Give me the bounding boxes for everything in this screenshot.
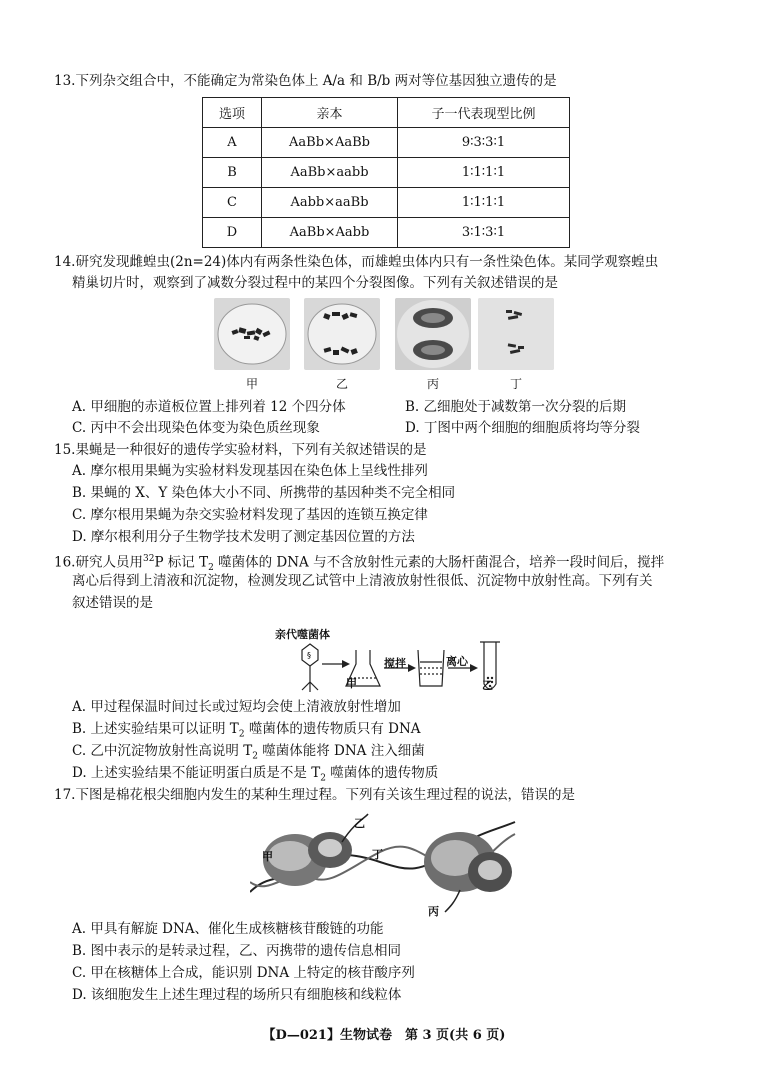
- q16-stem-line2: 离心后得到上清液和沉淀物，检测发现乙试管中上清液放射性很低、沉淀物中放射性高。下列有关: [72, 573, 653, 589]
- q14-option-c: C. 丙中不会出现染色体变为染色质丝现象: [72, 420, 320, 436]
- q17-option-a: A. 甲具有解旋 DNA、催化生成核糖核苷酸链的功能: [72, 921, 384, 937]
- q16-option-c: [72, 742, 425, 766]
- q15-option-d: D. 摩尔根利用分子生物学技术发明了测定基因位置的方法: [72, 529, 415, 545]
- q16-option-subscript: 2: [252, 751, 258, 762]
- table-cell: 9∶3∶3∶1: [398, 128, 570, 158]
- table-cell: C: [203, 188, 262, 218]
- q14-option-a: A. 甲细胞的赤道板位置上排列着 12 个四分体: [72, 399, 346, 415]
- table-cell: AaBb×AaBb: [262, 128, 398, 158]
- q13-table: [202, 97, 570, 248]
- q14-stem-line1: 14.研究发现雌蝗虫(2n=24)体内有两条性染色体，而雄蝗虫体内只有一条性染色体。某同学观察蝗虫: [54, 254, 659, 270]
- table-header-row: [203, 98, 570, 128]
- q16-subscript: 2: [208, 563, 214, 574]
- page-footer: 【D—021】生物试卷 第 3 页(共 6 页): [262, 1028, 506, 1043]
- table-cell: 1∶1∶1∶1: [398, 158, 570, 188]
- q16-option-b: [72, 720, 421, 744]
- table-row: [203, 218, 570, 248]
- q14-option-b: B. 乙细胞处于减数第一次分裂的后期: [405, 399, 627, 415]
- q15-option-a: A. 摩尔根用果蝇为实验材料发现基因在染色体上呈线性排列: [72, 463, 428, 479]
- q16-option-d: [72, 764, 438, 788]
- q16-option-text: C. 乙中沉淀物放射性高说明 T: [72, 743, 253, 759]
- q15-option-b: B. 果蝇的 X、Y 染色体大小不同、所携带的基因种类不完全相同: [72, 485, 456, 501]
- flask-label: 甲: [346, 677, 357, 690]
- q16-superscript: 32: [142, 554, 155, 564]
- table-header-cell: 选项: [203, 98, 262, 128]
- table-cell: 1∶1∶1∶1: [398, 188, 570, 218]
- q16-option-text: B. 上述实验结果可以证明 T: [72, 721, 239, 737]
- cell-image-jia: [214, 298, 290, 370]
- cell-image-label: 丙: [426, 377, 439, 391]
- q16-option-text: D. 上述实验结果不能证明蛋白质是不是 T: [72, 765, 321, 781]
- cell-image-ding: [478, 298, 554, 370]
- q13-stem: 13.下列杂交组合中，不能确定为常染色体上 A/a 和 B/b 两对等位基因独立遗传的是: [54, 73, 557, 89]
- q16-option-text: 噬菌体的遗传物质: [325, 765, 439, 781]
- svg-text:§: §: [307, 651, 311, 660]
- cell-image-label: 乙: [335, 377, 348, 391]
- q16-option-text: A. 甲过程保温时间过长或过短均会使上清液放射性增加: [72, 699, 401, 715]
- q17-option-c: C. 甲在核糖体上合成，能识别 DNA 上特定的核苷酸序列: [72, 965, 415, 981]
- q16-stem-part: P 标记 T: [154, 554, 209, 571]
- q16-stem-part: 16.研究人员用: [54, 554, 143, 571]
- cell-image-label: 丁: [509, 377, 522, 391]
- stir-label: 搅拌: [384, 657, 406, 670]
- table-header-cell: 亲本: [262, 98, 398, 128]
- q16-option-text: 噬菌体能将 DNA 注入细菌: [257, 743, 425, 759]
- strand-label-yi: 乙: [354, 817, 365, 830]
- q14-option-d: D. 丁图中两个细胞的细胞质将均等分裂: [405, 420, 640, 436]
- q16-option-subscript: 2: [320, 773, 326, 784]
- enzyme-label-jia: 甲: [262, 850, 273, 863]
- table-cell: A: [203, 128, 262, 158]
- table-header-cell: 子一代表现型比例: [398, 98, 570, 128]
- table-cell: D: [203, 218, 262, 248]
- q15-stem: 15.果蝇是一种很好的遗传学实验材料，下列有关叙述错误的是: [54, 442, 427, 458]
- table-cell: B: [203, 158, 262, 188]
- parent-phage-label: 亲代噬菌体: [275, 628, 330, 641]
- table-row: [203, 128, 570, 158]
- q16-option-subscript: 2: [238, 729, 245, 740]
- q16-stem-line3: 叙述错误的是: [72, 595, 153, 611]
- centrifuge-label: 离心: [446, 655, 468, 668]
- q16-option-text: 噬菌体的遗传物质只有 DNA: [244, 721, 421, 737]
- strand-label-bing: 丙: [428, 905, 439, 918]
- q17-option-d: D. 该细胞发生上述生理过程的场所只有细胞核和线粒体: [72, 987, 402, 1003]
- q17-option-b: B. 图中表示的是转录过程，乙、丙携带的遗传信息相同: [72, 943, 402, 959]
- table-row: [203, 188, 570, 218]
- table-cell: AaBb×aabb: [262, 158, 398, 188]
- q14-stem-line2: 精巢切片时，观察到了减数分裂过程中的某四个分裂图像。下列有关叙述错误的是: [72, 275, 558, 291]
- table-cell: Aabb×aaBb: [262, 188, 398, 218]
- cell-image-bing: [395, 298, 471, 370]
- cell-image-yi: [304, 298, 380, 370]
- q16-option-a: [72, 698, 401, 716]
- table-cell: AaBb×Aabb: [262, 218, 398, 248]
- cell-image-label: 甲: [245, 377, 258, 391]
- q16-stem-part: 噬菌体的 DNA 与不含放射性元素的大肠杆菌混合，培养一段时间后，搅拌: [213, 554, 665, 571]
- q15-option-c: C. 摩尔根用果蝇为杂交实验材料发现了基因的连锁互换定律: [72, 507, 428, 523]
- table-row: [203, 158, 570, 188]
- transcription-diagram: [250, 812, 520, 916]
- q17-stem: 17.下图是棉花根尖细胞内发生的某种生理过程。下列有关该生理过程的说法，错误的是: [54, 787, 575, 803]
- table-cell: 3∶1∶3∶1: [398, 218, 570, 248]
- strand-label-ding: 丁: [372, 848, 383, 861]
- tube-label: 乙: [482, 679, 493, 692]
